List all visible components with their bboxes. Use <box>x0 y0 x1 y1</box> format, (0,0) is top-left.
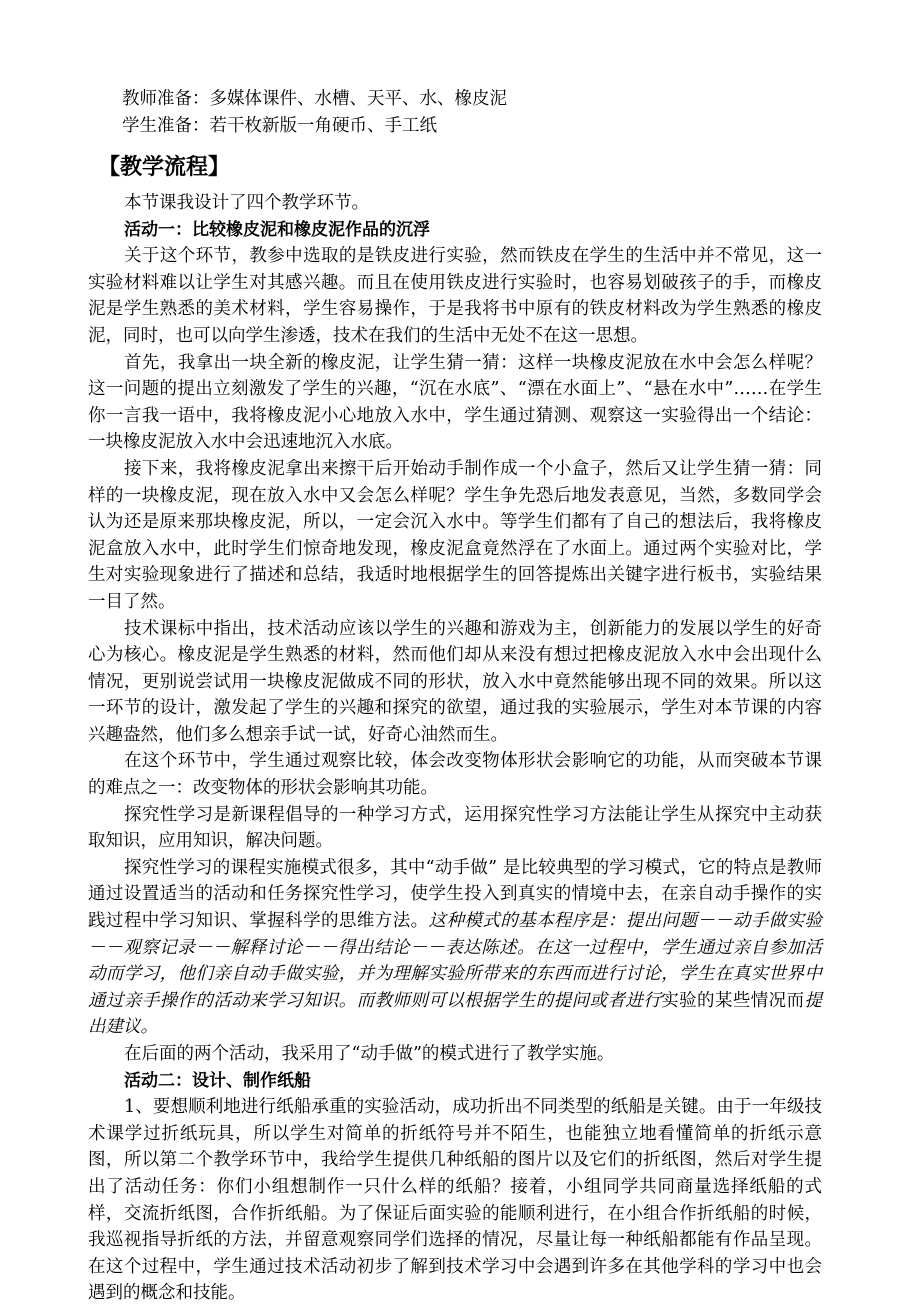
paragraph: 在这个环节中，学生通过观察比较，体会改变物体形状会影响它的功能，从而突破本节课的难点之一：改变物体的形状会影响其功能。 <box>88 751 822 799</box>
teacher-prep: 教师准备：多媒体课件、水槽、天平、水、橡皮泥 <box>122 89 507 109</box>
mode-paragraph <box>88 855 822 1041</box>
paragraph: 关于这个环节，教参中选取的是铁皮进行实验，然而铁皮在学生的生活中并不常见，这一实验材料难以让学生对其感兴趣。而且在使用铁皮进行实验时，也容易划破孩子的手，而橡皮泥是学生熟悉的美术材料，学生容易操作，于是我将书中原有的铁皮材料改为学生熟悉的橡皮泥，同时，也可以向学生渗透，技术在我们的生活中无处不在这一思想。 <box>88 246 822 346</box>
mode-end-text: 提出建议。 <box>88 990 823 1038</box>
activity1-title: 活动一：比较橡皮泥和橡皮泥作品的沉浮 <box>124 219 430 240</box>
paragraph: 首先，我拿出一块全新的橡皮泥，让学生猜一猜：这样一块橡皮泥放在水中会怎么样呢？这一问题的提出立刻激发了学生的兴趣，“沉在水底”、“漂在水面上”、“悬在水中”……在学生你一言我一语中，我将橡皮泥小心地放入水中，学生通过猜测、观察这一实验得出一个结论：一块橡皮泥放入水中会迅速地沉入水底。 <box>88 352 822 453</box>
paragraph: 技术课标中指出，技术活动应该以学生的兴趣和游戏为主，创新能力的发展以学生的好奇心为核心。橡皮泥是学生熟悉的材料，然而他们却从来没有想过把橡皮泥放入水中会出现什么情况，更别说尝试用一块橡皮泥做成不同的形状，放入水中竟然能够出现不同的效果。所以这一环节的设计，激发起了学生的兴趣和探究的欲望，通过我的实验展示，学生对本节课的内容兴趣盎然，他们多么想亲手试一试，好奇心油然而生。 <box>88 618 822 745</box>
student-prep: 学生准备：若干枚新版一角硬币、手工纸 <box>122 116 437 136</box>
section-heading: 【教学流程】 <box>98 155 231 180</box>
mode-mid-text: 实验的某些情况而 <box>661 990 805 1011</box>
paragraph: 探究性学习是新课程倡导的一种学习方式，运用探究性学习方法能让学生从探究中主动获取知识，应用知识，解决问题。 <box>88 804 822 852</box>
paragraph: 接下来，我将橡皮泥拿出来擦干后开始动手制作成一个小盒子，然后又让学生猜一猜：同样的一块橡皮泥，现在放入水中又会怎么样呢？学生争先恐后地发表意见，当然，多数同学会认为还是原来那块橡皮泥，所以，一定会沉入水中。等学生们都有了自己的想法后，我将橡皮泥盒放入水中，此时学生们惊奇地发现，橡皮泥盒竟然浮在了水面上。通过两个实验对比，学生对实验现象进行了描述和总结，我适时地根据学生的回答提炼出关键字进行板书，实验结果一目了然。 <box>88 458 822 612</box>
intro-paragraph: 本节课我设计了四个教学环节。 <box>124 193 369 213</box>
paragraph: 1、要想顺利地进行纸船承重的实验活动，成功折出不同类型的纸船是关键。由于一年级技术课学过折纸玩具，所以学生对简单的折纸符号并不陌生，也能独立地看懂简单的折纸示意图，所以第二个教学环节中，我给学生提供几种纸船的图片以及它们的折纸图，然后对学生提出了活动任务：你们小组想制作一只什么样的纸船？接着，小组同学共同商量选择纸船的式样，交流折纸图，合作折纸船。为了保证后面实验的能顺利进行，在小组合作折纸船的时候，我巡视指导折纸的方法，并留意观察同学们选择的情况，尽量让每一种纸船都能有作品呈现。在这个过程中，学生通过技术活动初步了解到技术学习中会遇到许多在其他学科的学习中也会遇到的概念和技能。 <box>88 1097 822 1304</box>
mode-italic-text: 这种模式的基本程序是：提出问题－－动手做实验－－观察记录－－解释讨论－－得出结论－－表达陈述。在这一过程中，学生通过亲自参加活动而学习，他们亲自动手做实验，并为理解实验所带来的东西而进行讨论，学生在真实世界中通过亲手操作的活动来学习知识。而教师则可以根据学生的提问或者进行 <box>88 911 823 1011</box>
mode-text: 探究性学习的课程实施模式很多，其中“动手做” 是比较典型的学习模式，它的特点是教师通过设置适当的活动和任务探究性学习，使学生投入到真实的情境中去，在亲自动手操作的实践过程中学习知识、掌握科学的思维方法。 <box>88 857 822 932</box>
document-body <box>88 86 822 1307</box>
closing-paragraph: 在后面的两个活动，我采用了“动手做”的模式进行了教学实施。 <box>124 1044 615 1064</box>
activity2-title: 活动二：设计、制作纸船 <box>124 1070 311 1091</box>
